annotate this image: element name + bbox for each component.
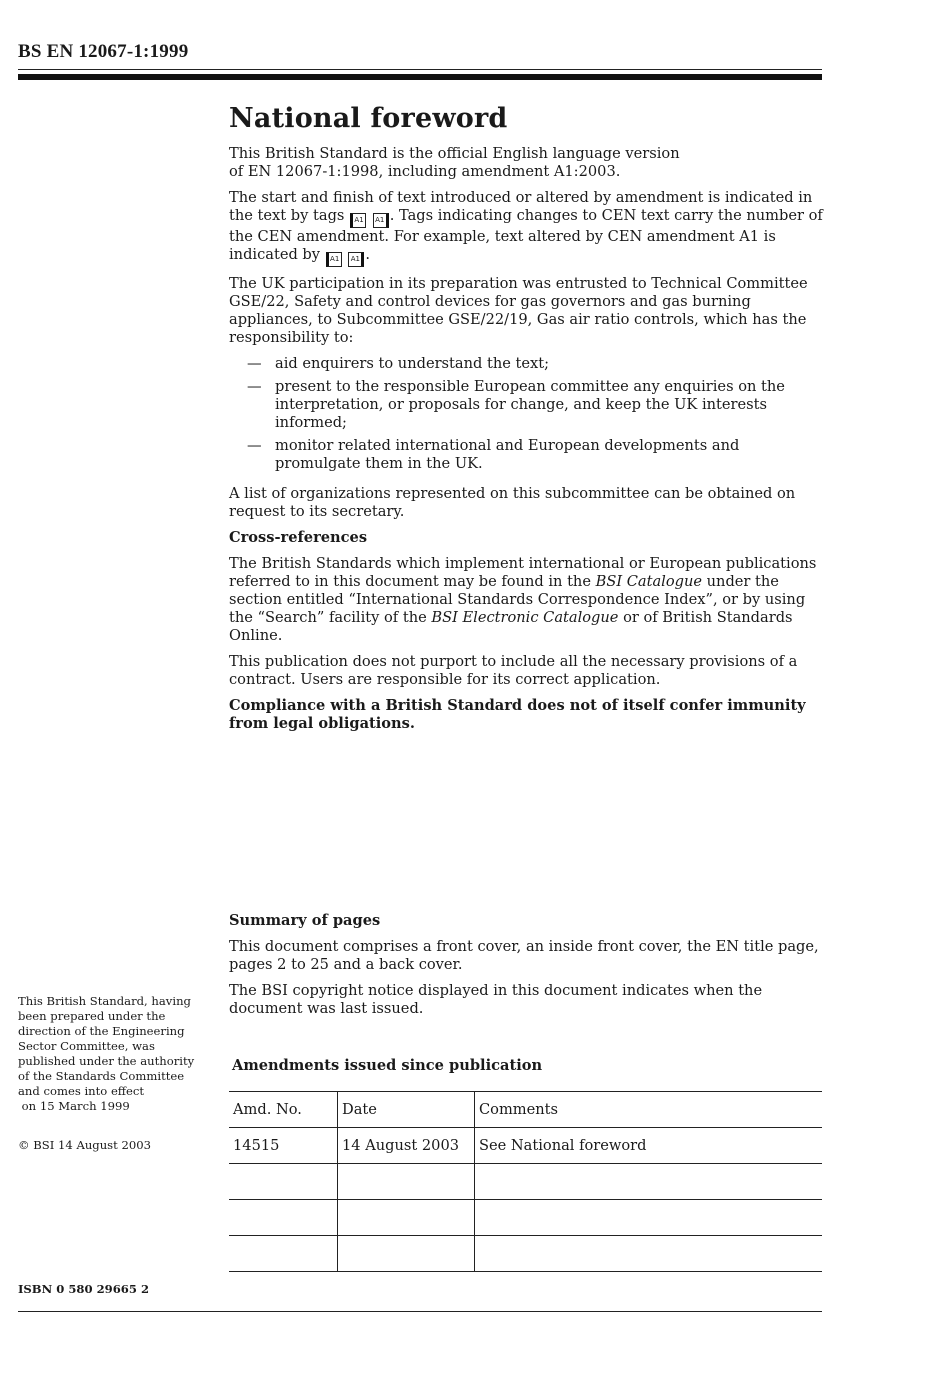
crossref-text-b: under the section entitled “International Standards Correspondence Index”, or by using the “Search” facility of the xyxy=(229,573,806,626)
note-line: Sector Committee, was xyxy=(18,1039,155,1053)
header-rule-thick xyxy=(18,74,822,80)
foreword-para-1 xyxy=(229,145,823,181)
cross-references-para xyxy=(229,555,823,645)
foreword-para-3: The UK participation in its preparation was entrusted to Technical Committee GSE/22, Safety and control devices for gas governors and gas burning appliances, to Subcommittee GSE/22/19, Gas air ratio controls, which has the responsibility to: xyxy=(229,275,808,346)
summary-para-2: The BSI copyright notice displayed in this document indicates when the document was last issued. xyxy=(229,982,763,1017)
table-cell xyxy=(229,1236,338,1272)
list-item xyxy=(229,355,823,373)
foreword-body xyxy=(229,145,823,741)
table-cell xyxy=(338,1200,475,1236)
footer-rule xyxy=(18,1311,822,1312)
table-row xyxy=(229,1164,822,1200)
amendments-table xyxy=(229,1091,822,1272)
table-cell xyxy=(475,1236,823,1272)
copyright-notice: © BSI 14 August 2003 xyxy=(18,1138,151,1152)
table-row xyxy=(229,1200,822,1236)
table-header-row xyxy=(229,1092,822,1128)
note-line: of the Standards Committee xyxy=(18,1069,185,1083)
summary-para-1: This document comprises a front cover, an inside front cover, the EN title page, pages 2 to 25 and a back cover. xyxy=(229,938,819,973)
table-cell xyxy=(475,1200,823,1236)
amendments-title: Amendments issued since publication xyxy=(232,1057,543,1074)
note-line: published under the authority xyxy=(18,1054,195,1068)
foreword-para-2-text-b: . Tags indicating changes to CEN text carry the number of the CEN amendment. For example, text altered by CEN amendment A1 is indicated by xyxy=(229,207,823,263)
publication-note xyxy=(18,994,208,1114)
bsi-catalogue-ref: BSI Catalogue xyxy=(595,573,702,590)
summary-of-pages xyxy=(229,912,823,1026)
table-row xyxy=(229,1236,822,1272)
list-item xyxy=(229,378,823,432)
list-item xyxy=(229,437,823,473)
responsibility-list xyxy=(229,355,823,473)
foreword-para-1-line-2: of EN 12067-1:1998, including amendment A1:2003. xyxy=(229,163,621,180)
list-item-text: monitor related international and European developments and promulgate them in the UK. xyxy=(275,437,740,472)
table-header-cell: Date xyxy=(338,1092,475,1128)
table-header-cell: Amd. No. xyxy=(229,1092,338,1128)
table-cell xyxy=(229,1164,338,1200)
crossref-text-c: or of British Standards Online. xyxy=(229,609,793,644)
table-cell: 14515 xyxy=(229,1128,338,1164)
foreword-para-2-text-c: . xyxy=(365,246,370,263)
compliance-statement: Compliance with a British Standard does not of itself confer immunity from legal obligations. xyxy=(229,697,806,732)
table-cell: 14 August 2003 xyxy=(338,1128,475,1164)
bsi-electronic-catalogue-ref: BSI Electronic Catalogue xyxy=(431,609,619,626)
table-header-cell: Comments xyxy=(475,1092,823,1128)
table-cell xyxy=(475,1164,823,1200)
table-cell: See National foreword xyxy=(475,1128,823,1164)
list-item-text: aid enquirers to understand the text; xyxy=(275,355,550,372)
list-dash: — xyxy=(247,378,262,395)
foreword-para-4: A list of organizations represented on this subcommittee can be obtained on request to its secretary. xyxy=(229,485,796,520)
foreword-para-5: This publication does not purport to include all the necessary provisions of a contract. Users are responsible for its correct application. xyxy=(229,653,798,688)
foreword-para-2 xyxy=(229,189,823,267)
header-rule-thin xyxy=(18,69,822,70)
list-dash: — xyxy=(247,355,262,372)
crossref-text-a: The British Standards which implement international or European publications referred to in this document may be found in the xyxy=(229,555,817,590)
list-dash: — xyxy=(247,437,262,454)
amendment-end-tag-icon: A1 xyxy=(348,252,364,267)
note-line: on 15 March 1999 xyxy=(18,1099,130,1113)
list-item-text: present to the responsible European committee any enquiries on the interpretation, or proposals for change, and keep the UK interests informed; xyxy=(275,378,785,431)
table-cell xyxy=(229,1200,338,1236)
page-title: National foreword xyxy=(229,103,508,134)
foreword-para-1-line-1: This British Standard is the official English language version xyxy=(229,145,680,162)
amendment-start-tag-icon: A1 xyxy=(326,252,342,267)
summary-heading: Summary of pages xyxy=(229,912,381,929)
table-cell xyxy=(338,1236,475,1272)
note-line: and comes into effect xyxy=(18,1084,145,1098)
note-line: been prepared under the xyxy=(18,1009,166,1023)
table-cell xyxy=(338,1164,475,1200)
foreword-para-2-text-a: The start and finish of text introduced or altered by amendment is indicated in the text by tags xyxy=(229,189,813,224)
note-line: This British Standard, having xyxy=(18,994,191,1008)
cross-references-heading: Cross-references xyxy=(229,529,368,546)
standard-number: BS EN 12067-1:1999 xyxy=(18,41,189,62)
amendment-start-tag-icon: A1 xyxy=(350,213,366,228)
table-row xyxy=(229,1128,822,1164)
amendment-end-tag-icon: A1 xyxy=(373,213,389,228)
note-line: direction of the Engineering xyxy=(18,1024,185,1038)
isbn: ISBN 0 580 29665 2 xyxy=(18,1282,150,1296)
